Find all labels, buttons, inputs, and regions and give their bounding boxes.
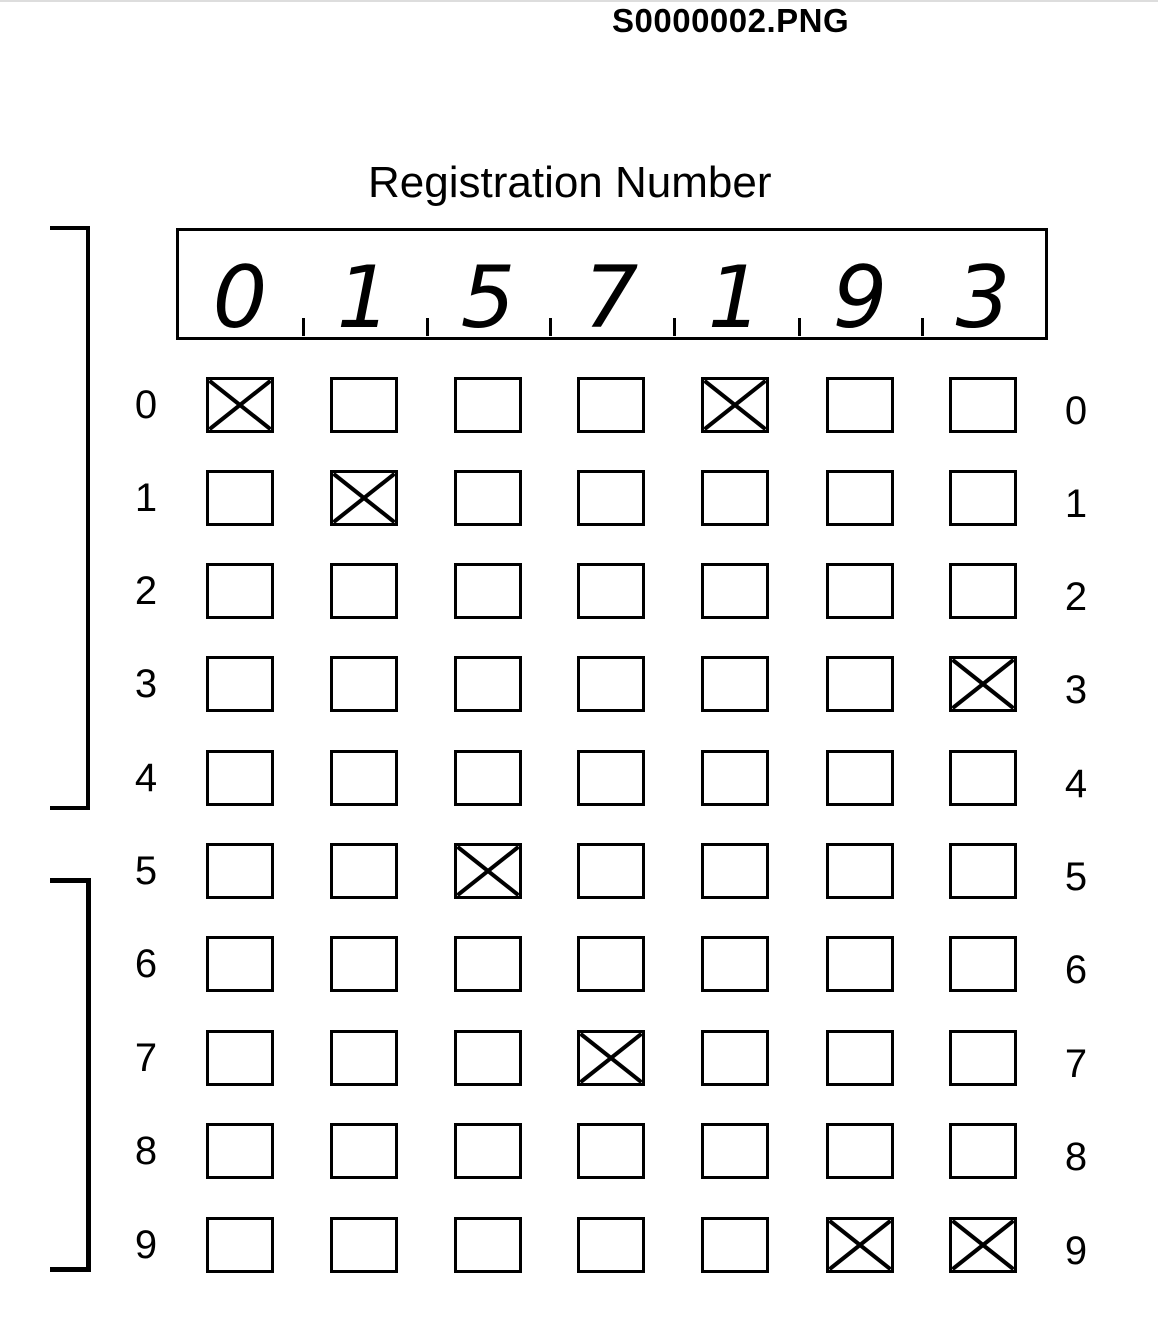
form-title: Registration Number (368, 158, 772, 207)
checkbox[interactable] (701, 750, 769, 806)
checkbox[interactable] (454, 377, 522, 433)
checkbox[interactable] (949, 377, 1017, 433)
checkbox[interactable] (206, 1123, 274, 1179)
checkbox-checked[interactable] (949, 1217, 1017, 1273)
checkbox[interactable] (826, 563, 894, 619)
checkbox[interactable] (826, 656, 894, 712)
checkbox[interactable] (577, 1217, 645, 1273)
handwritten-digit: 0 (212, 248, 268, 348)
checkbox[interactable] (949, 1030, 1017, 1086)
left-bracket-upper (50, 226, 90, 810)
checkbox[interactable] (701, 470, 769, 526)
checkbox[interactable] (454, 1123, 522, 1179)
handwritten-digit: 1 (336, 248, 392, 348)
checkbox[interactable] (330, 1030, 398, 1086)
checkbox[interactable] (330, 377, 398, 433)
checkbox-checked[interactable] (826, 1217, 894, 1273)
checkbox[interactable] (454, 936, 522, 992)
row-label-right: 0 (1064, 389, 1088, 433)
x-mark-icon (704, 380, 766, 430)
handwritten-digit: 9 (832, 248, 888, 348)
checkbox[interactable] (454, 750, 522, 806)
checkbox[interactable] (206, 563, 274, 619)
row-label-right: 5 (1064, 855, 1088, 899)
checkbox[interactable] (206, 656, 274, 712)
row-label-right: 2 (1064, 575, 1088, 619)
row-label-left: 2 (134, 569, 158, 613)
row-label-left: 8 (134, 1129, 158, 1173)
row-label-left: 6 (134, 942, 158, 986)
checkbox[interactable] (701, 936, 769, 992)
top-rule (0, 0, 1158, 2)
checkbox[interactable] (454, 1030, 522, 1086)
checkbox[interactable] (577, 656, 645, 712)
checkbox[interactable] (701, 1217, 769, 1273)
checkbox[interactable] (330, 936, 398, 992)
checkbox-checked[interactable] (701, 377, 769, 433)
row-label-left: 1 (134, 476, 158, 520)
checkbox-checked[interactable] (206, 377, 274, 433)
checkbox[interactable] (577, 843, 645, 899)
x-mark-icon (457, 846, 519, 896)
digit-separator-tick (549, 318, 552, 336)
checkbox-checked[interactable] (949, 656, 1017, 712)
checkbox[interactable] (330, 750, 398, 806)
x-mark-icon (952, 1220, 1014, 1270)
checkbox[interactable] (826, 377, 894, 433)
row-label-left: 7 (134, 1036, 158, 1080)
handwritten-digit: 1 (707, 248, 763, 348)
checkbox-checked[interactable] (454, 843, 522, 899)
checkbox[interactable] (454, 1217, 522, 1273)
row-label-right: 7 (1064, 1042, 1088, 1086)
checkbox[interactable] (577, 936, 645, 992)
checkbox[interactable] (949, 470, 1017, 526)
row-label-right: 8 (1064, 1135, 1088, 1179)
checkbox[interactable] (577, 750, 645, 806)
handwritten-digit: 3 (955, 248, 1011, 348)
left-bracket-lower (50, 878, 91, 1272)
digit-separator-tick (798, 318, 801, 336)
handwritten-digit: 5 (460, 248, 516, 348)
checkbox[interactable] (701, 656, 769, 712)
row-label-right: 4 (1064, 762, 1088, 806)
x-mark-icon (580, 1033, 642, 1083)
digit-separator-tick (673, 318, 676, 336)
checkbox[interactable] (330, 843, 398, 899)
row-label-right: 9 (1064, 1229, 1088, 1273)
checkbox[interactable] (206, 936, 274, 992)
checkbox[interactable] (949, 843, 1017, 899)
checkbox[interactable] (206, 1030, 274, 1086)
checkbox[interactable] (206, 843, 274, 899)
checkbox[interactable] (577, 563, 645, 619)
checkbox[interactable] (330, 656, 398, 712)
digit-separator-tick (302, 318, 305, 336)
x-mark-icon (829, 1220, 891, 1270)
checkbox[interactable] (701, 843, 769, 899)
checkbox[interactable] (454, 470, 522, 526)
checkbox[interactable] (206, 1217, 274, 1273)
checkbox[interactable] (701, 1030, 769, 1086)
checkbox[interactable] (701, 1123, 769, 1179)
checkbox[interactable] (826, 1123, 894, 1179)
row-label-left: 4 (134, 756, 158, 800)
digit-separator-tick (921, 318, 924, 336)
checkbox[interactable] (949, 1123, 1017, 1179)
checkbox-checked[interactable] (577, 1030, 645, 1086)
checkbox[interactable] (206, 750, 274, 806)
row-label-left: 5 (134, 849, 158, 893)
checkbox[interactable] (826, 750, 894, 806)
x-mark-icon (333, 473, 395, 523)
checkbox[interactable] (826, 936, 894, 992)
checkbox[interactable] (330, 563, 398, 619)
checkbox[interactable] (949, 750, 1017, 806)
handwritten-digit: 7 (583, 248, 639, 348)
digit-separator-tick (426, 318, 429, 336)
checkbox[interactable] (949, 936, 1017, 992)
checkbox[interactable] (577, 470, 645, 526)
checkbox[interactable] (577, 1123, 645, 1179)
checkbox[interactable] (330, 1123, 398, 1179)
checkbox[interactable] (577, 377, 645, 433)
checkbox[interactable] (206, 470, 274, 526)
checkbox[interactable] (701, 563, 769, 619)
checkbox[interactable] (949, 563, 1017, 619)
checkbox[interactable] (826, 1030, 894, 1086)
row-label-left: 0 (134, 383, 158, 427)
row-label-left: 9 (134, 1223, 158, 1267)
row-label-right: 1 (1064, 482, 1088, 526)
checkbox[interactable] (454, 563, 522, 619)
row-label-left: 3 (134, 662, 158, 706)
file-label: S0000002.PNG (612, 2, 850, 39)
x-mark-icon (209, 380, 271, 430)
checkbox[interactable] (454, 656, 522, 712)
row-label-right: 6 (1064, 948, 1088, 992)
row-label-right: 3 (1064, 668, 1088, 712)
checkbox[interactable] (826, 470, 894, 526)
checkbox[interactable] (330, 1217, 398, 1273)
x-mark-icon (952, 659, 1014, 709)
checkbox-checked[interactable] (330, 470, 398, 526)
checkbox[interactable] (826, 843, 894, 899)
